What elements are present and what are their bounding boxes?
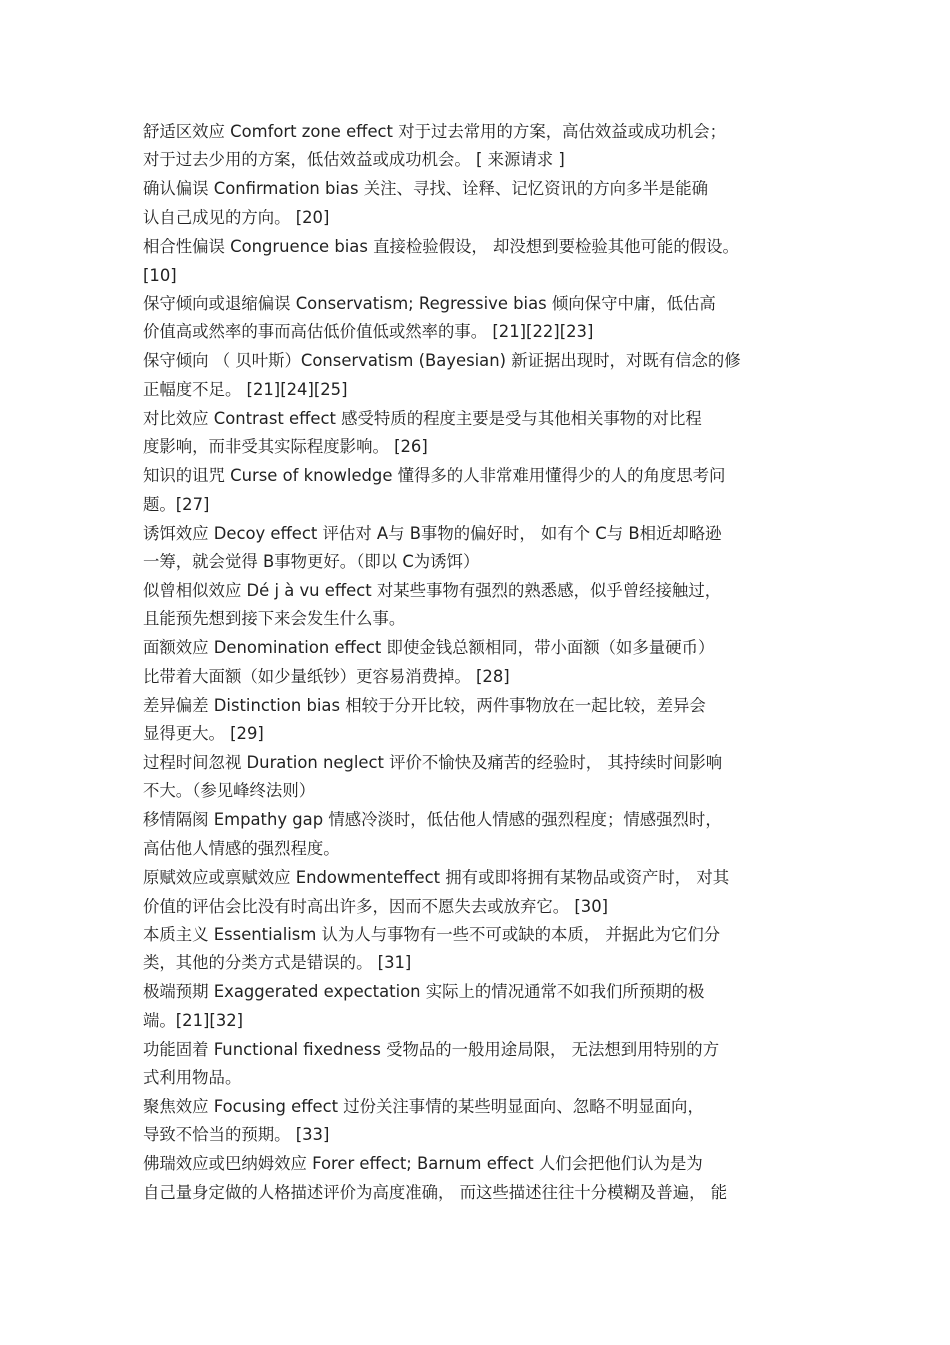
text-line: 认自己成见的方向。 [20] — [143, 208, 330, 227]
text-line: 极端预期 Exaggerated expectation 实际上的情况通常不如我们所预期的极 — [143, 982, 705, 1001]
text-line: 差异偏差 Distinction bias 相较于分开比较，两件事物放在一起比较，差异会 — [143, 696, 706, 715]
text-line: 对于过去少用的方案，低估效益或成功机会。 [ 来源请求 ] — [143, 150, 565, 169]
text-line: 价值的评估会比没有时高出许多，因而不愿失去或放弃它。 [30] — [143, 897, 609, 916]
text-line: 聚焦效应 Focusing effect 过份关注事情的某些明显面向、忽略不明显面向， — [143, 1097, 704, 1116]
text-line: 本质主义 Essentialism 认为人与事物有一些不可或缺的本质， 并据此为它们分 — [143, 925, 721, 944]
text-line: 面额效应 Denomination effect 即使金钱总额相同，带小面额（如多量硬币） — [143, 638, 715, 657]
text-line: 知识的诅咒 Curse of knowledge 懂得多的人非常难用懂得少的人的角度思考问 — [143, 466, 726, 485]
text-line: 正幅度不足。 [21][24][25] — [143, 380, 348, 399]
text-line: 度影响，而非受其实际程度影响。 [26] — [143, 437, 428, 456]
text-line: 价值高或然率的事而高估低价值低或然率的事。 [21][22][23] — [143, 322, 594, 341]
text-line: 导致不恰当的预期。 [33] — [143, 1125, 330, 1144]
text-line: 舒适区效应 Comfort zone effect 对于过去常用的方案，高估效益或成功机会； — [143, 122, 727, 141]
text-line: 功能固着 Functional fixedness 受物品的一般用途局限， 无法想到用特别的方 — [143, 1040, 720, 1059]
text-line: 相合性偏误 Congruence bias 直接检验假设， 却没想到要检验其他可能的假设。 — [143, 237, 739, 256]
text-line: 比带着大面额（如少量纸钞）更容易消费掉。 [28] — [143, 667, 510, 686]
text-line: 显得更大。 [29] — [143, 724, 264, 743]
text-line: 自己量身定做的人格描述评价为高度准确， 而这些描述往往十分模糊及普遍， 能 — [143, 1183, 728, 1202]
text-line: 保守倾向 （ 贝叶斯）Conservatism (Bayesian) 新证据出现时，对既有信念的修 — [143, 351, 741, 370]
text-line: 式利用物品。 — [143, 1068, 242, 1087]
text-line: 且能预先想到接下来会发生什么事。 — [143, 609, 406, 628]
text-line: 类，其他的分类方式是错误的。 [31] — [143, 953, 412, 972]
text-line: 似曾相似效应 Dé j à vu effect 对某些事物有强烈的熟悉感，似乎曾经接触过， — [143, 581, 722, 600]
text-line: 佛瑞效应或巴纳姆效应 Forer effect; Barnum effect 人们会把他们认为是为 — [143, 1154, 703, 1173]
text-line: 保守倾向或退缩偏误 Conservatism; Regressive bias 倾向保守中庸，低估高 — [143, 294, 716, 313]
text-line: 移情隔阂 Empathy gap 情感冷淡时，低估他人情感的强烈程度；情感强烈时， — [143, 810, 722, 829]
text-line: 诱饵效应 Decoy effect 评估对 A与 B事物的偏好时， 如有个 C与 B相近却略逊 — [143, 524, 722, 543]
text-line: 端。[21][32] — [143, 1011, 244, 1030]
text-line: 高估他人情感的强烈程度。 — [143, 839, 340, 858]
text-line: 原赋效应或禀赋效应 Endowmenteffect 拥有或即将拥有某物品或资产时， 对其 — [143, 868, 730, 887]
text-line: 过程时间忽视 Duration neglect 评价不愉快及痛苦的经验时， 其持续时间影响 — [143, 753, 723, 772]
text-line: 对比效应 Contrast effect 感受特质的程度主要是受与其他相关事物的对比程 — [143, 409, 702, 428]
text-line: 一筹，就会觉得 B事物更好。（即以 C为诱饵） — [143, 552, 480, 571]
text-line: 题。[27] — [143, 495, 210, 514]
text-line: [10] — [143, 266, 177, 285]
text-line: 确认偏误 Confirmation bias 关注、寻找、诠释、记忆资讯的方向多半是能确 — [143, 179, 708, 198]
text-line: 不大。（参见峰终法则） — [143, 781, 316, 800]
